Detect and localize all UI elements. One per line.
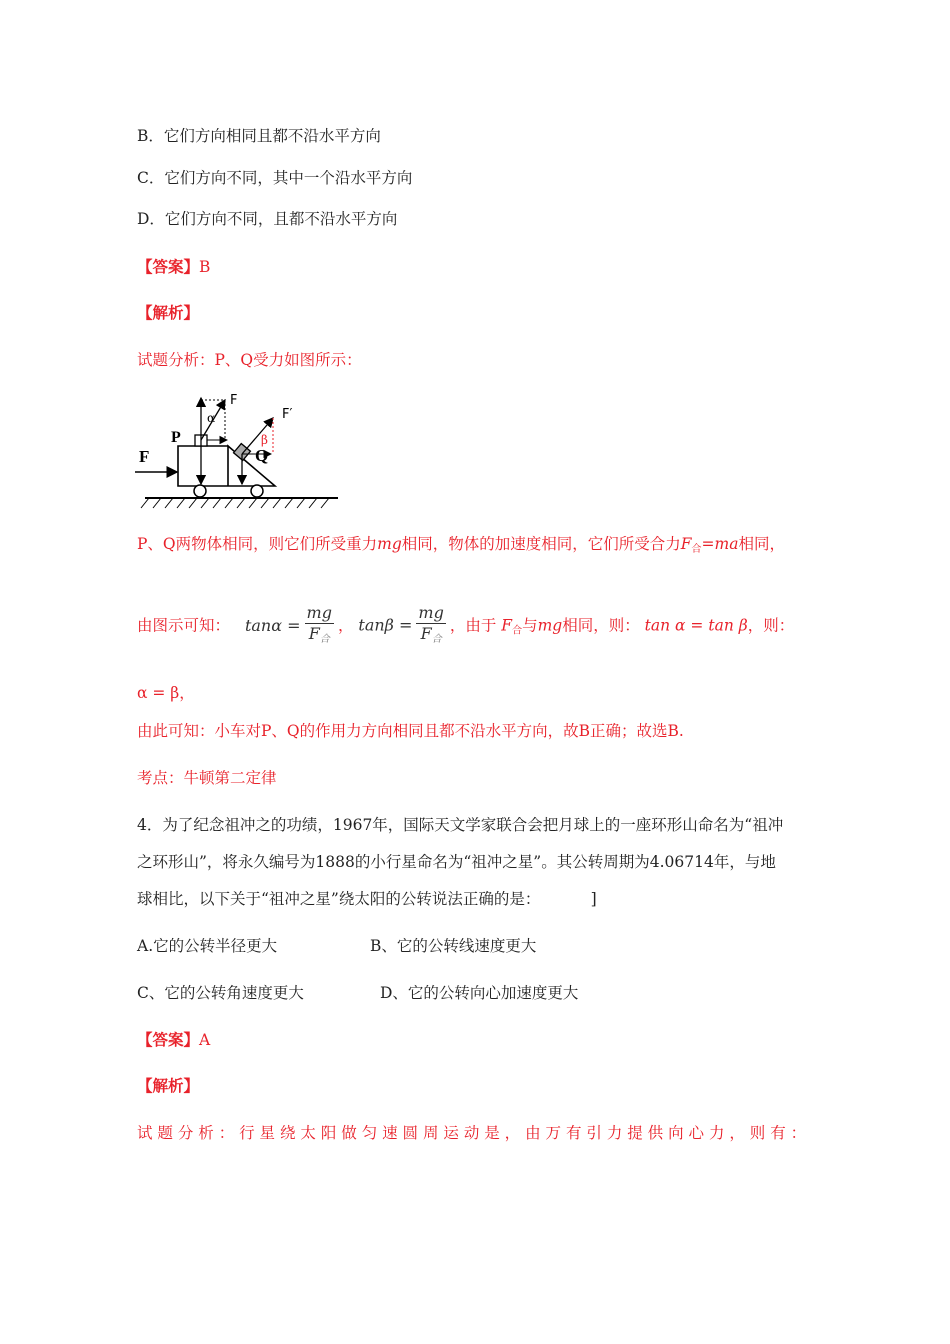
equation-tan-alpha: tanα =	[244, 615, 301, 635]
q4-answer-line	[137, 1030, 210, 1050]
text-segment: 与	[522, 616, 538, 635]
subscript: 合	[691, 544, 702, 555]
q4-option-b: B、它的公转线速度更大	[370, 937, 537, 955]
mg-symbol: mg	[377, 535, 402, 553]
q3-option-c: C．它们方向不同，其中一个沿水平方向	[137, 169, 413, 187]
q4-analysis-tag: 【解析】	[137, 1076, 200, 1095]
fraction-numerator: mg	[306, 603, 332, 622]
f-symbol: F	[308, 624, 320, 643]
label-q: Q	[255, 446, 269, 465]
subscript: 合	[431, 634, 442, 645]
fraction-mg-over-f	[416, 603, 445, 650]
q3-analysis-line4: 由此可知：小车对P、Q的作用力方向相同且都不沿水平方向，故B正确；故选B.	[137, 722, 684, 740]
q3-option-d: D．它们方向不同，且都不沿水平方向	[137, 210, 398, 228]
answer-value: A	[199, 1031, 211, 1049]
f-symbol: F	[420, 624, 432, 643]
ground-surface	[141, 498, 338, 508]
label-beta: β	[261, 433, 268, 447]
text-segment: 相同，物体的加速度相同，它们所受合力	[401, 535, 681, 553]
force-diagram	[133, 388, 343, 516]
equation-segment: =ma	[701, 535, 739, 553]
subscript: 合	[512, 625, 523, 637]
label-f-left: F	[139, 447, 150, 466]
q3-analysis-tag: 【解析】	[137, 303, 200, 322]
label-f-top: F	[230, 393, 238, 408]
cart-wheel-right	[251, 485, 263, 497]
text-segment: 相同，则：	[562, 616, 640, 635]
text-segment: 相同，	[738, 535, 785, 553]
q3-kaodian: 考点：牛顿第二定律	[137, 769, 277, 787]
answer-tag: 【答案】	[137, 1030, 200, 1049]
answer-bracket: ]	[590, 890, 597, 908]
q4-stem-line3	[137, 889, 597, 909]
q4-option-d: D、它的公转向心加速度更大	[380, 984, 579, 1002]
q4-stem-line2: 之环形山”，将永久编号为1888的小行星命名为“祖冲之星”。其公转周期为4.06714年，与地	[137, 853, 776, 871]
q3-answer-line	[137, 257, 210, 277]
f-symbol: F	[501, 616, 513, 635]
q4-analysis-intro: 试 题 分 析 ： 行 星 绕 太 阳 做 匀 速 圆 周 运 动 是 ， 由 万 有 引 力 提 供 向 心 力 ， 则 有 ：	[137, 1124, 807, 1142]
text-segment: 由图示可知：	[137, 616, 231, 635]
text-segment: P、Q两物体相同，则它们所受重力	[137, 535, 378, 553]
q3-analysis-intro: 试题分析：P、Q受力如图所示：	[137, 351, 362, 369]
text-segment: ，则：	[747, 616, 795, 635]
equation-tan-beta: tanβ =	[358, 615, 413, 635]
cart-wheel-left	[194, 485, 206, 497]
fraction-denominator	[305, 624, 334, 650]
f-symbol: F	[680, 535, 692, 553]
fraction-numerator: mg	[418, 603, 444, 622]
label-f-prime: F′	[282, 407, 293, 422]
answer-tag: 【答案】	[137, 257, 200, 276]
q4-option-a: A.它的公转半径更大	[137, 937, 278, 955]
text-segment: ，由于	[449, 616, 497, 635]
q3-option-b: B．它们方向相同且都不沿水平方向	[137, 127, 381, 145]
label-alpha: α	[207, 411, 216, 425]
separator: ，	[337, 616, 354, 635]
subscript: 合	[319, 634, 330, 645]
text-segment: 球相比，以下关于“祖冲之星”绕太阳的公转说法正确的是：	[137, 890, 533, 908]
answer-value: B	[199, 258, 211, 276]
label-p: P	[171, 429, 181, 446]
fraction-mg-over-f	[305, 603, 334, 650]
fraction-denominator	[416, 624, 445, 650]
q4-option-c: C、它的公转角速度更大	[137, 984, 304, 1002]
q3-analysis-line2	[137, 603, 794, 652]
q3-analysis-line1	[137, 534, 785, 560]
tan-equality: tan α = tan β	[644, 616, 748, 635]
mg-symbol: mg	[537, 616, 563, 635]
q4-stem-line1: 4．为了纪念祖冲之的功绩，1967年，国际天文学家联合会把月球上的一座环形山命名为“祖冲	[137, 816, 784, 834]
q3-analysis-line3: α = β，	[137, 684, 195, 702]
